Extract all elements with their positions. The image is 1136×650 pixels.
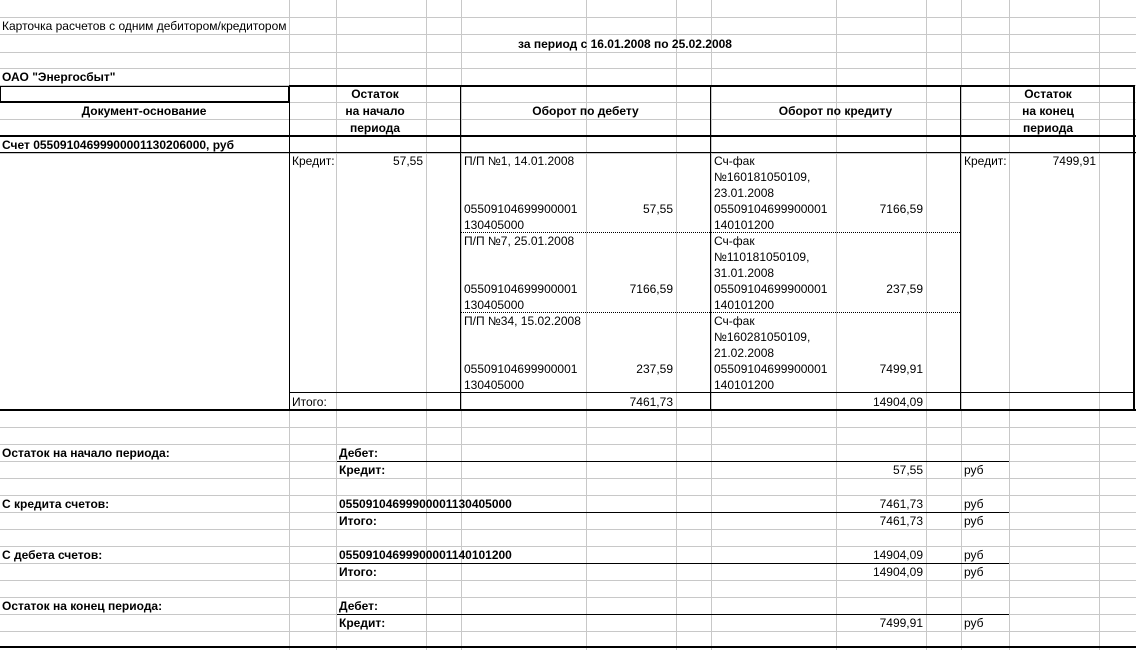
summary-from-debit-value: 14904,09 bbox=[872, 548, 923, 562]
table-rule bbox=[0, 86, 290, 87]
debit-doc: П/П №7, 25.01.2008 bbox=[464, 234, 575, 248]
debit-sum: 7166,59 bbox=[629, 282, 673, 296]
grid-line bbox=[711, 0, 712, 650]
grid-line bbox=[0, 529, 1136, 530]
credit-doc-line1: Сч-фак bbox=[714, 234, 755, 248]
grid-line bbox=[0, 444, 1136, 445]
debit-sum: 237,59 bbox=[636, 362, 673, 376]
header-document: Документ-основание bbox=[81, 104, 207, 118]
grid-line bbox=[0, 597, 1136, 598]
totals-label: Итого: bbox=[292, 395, 327, 409]
grid-line bbox=[0, 52, 1136, 53]
debit-account-line2: 130405000 bbox=[464, 218, 525, 232]
organization-name: ОАО "Энергосбыт" bbox=[2, 70, 116, 84]
summary-closing-title: Остаток на конец периода: bbox=[2, 599, 163, 613]
summary-from-credit-account: 05509104699900001130405000 bbox=[339, 497, 512, 511]
summary-from-debit-account: 05509104699900001140101200 bbox=[339, 548, 512, 562]
summary-opening-title: Остаток на начало периода: bbox=[2, 446, 170, 460]
credit-doc-line3: 31.01.2008 bbox=[714, 266, 775, 280]
debit-doc: П/П №34, 15.02.2008 bbox=[464, 314, 581, 328]
summary-currency: руб bbox=[964, 565, 984, 579]
summary-opening-debit-label: Дебет: bbox=[339, 446, 379, 460]
summary-closing-debit-label: Дебет: bbox=[339, 599, 379, 613]
debit-account-line1: 05509104699900001 bbox=[464, 282, 578, 296]
credit-doc-line3: 21.02.2008 bbox=[714, 346, 775, 360]
grid-line bbox=[0, 478, 1136, 479]
credit-doc-line2: №110181050109, bbox=[714, 250, 810, 264]
credit-account-line1: 05509104699900001 bbox=[714, 282, 828, 296]
closing-credit-value: 7499,91 bbox=[1052, 154, 1096, 168]
header-closing-line1: Остаток bbox=[1024, 87, 1072, 101]
credit-sum: 7166,59 bbox=[879, 202, 923, 216]
credit-account-line1: 05509104699900001 bbox=[714, 362, 828, 376]
header-opening-line3: периода bbox=[349, 121, 401, 135]
summary-currency: руб bbox=[964, 548, 984, 562]
table-rule bbox=[460, 85, 461, 410]
debit-account-line2: 130405000 bbox=[464, 298, 525, 312]
summary-opening-credit-value: 57,55 bbox=[892, 463, 923, 477]
closing-credit-label: Кредит: bbox=[964, 154, 1007, 168]
credit-sum: 7499,91 bbox=[879, 362, 923, 376]
summary-from-credit-title: С кредита счетов: bbox=[2, 497, 110, 511]
summary-opening-credit-label: Кредит: bbox=[339, 463, 386, 477]
grid-line bbox=[0, 68, 1136, 69]
grid-line bbox=[0, 580, 1136, 581]
credit-doc-line1: Сч-фак bbox=[714, 314, 755, 328]
opening-credit-label: Кредит: bbox=[292, 154, 335, 168]
header-credit-turnover: Оборот по кредиту bbox=[778, 104, 893, 118]
summary-from-credit-total-label: Итого: bbox=[339, 514, 377, 528]
debit-account-line1: 05509104699900001 bbox=[464, 202, 578, 216]
summary-currency: руб bbox=[964, 463, 984, 477]
credit-doc-line2: №160281050109, bbox=[714, 330, 811, 344]
grid-line bbox=[0, 34, 1136, 35]
credit-sum: 237,59 bbox=[886, 282, 923, 296]
period-title: за период с 16.01.2008 по 25.02.2008 bbox=[518, 37, 732, 51]
grid-line bbox=[676, 0, 677, 650]
header-debit-turnover: Оборот по дебету bbox=[532, 104, 639, 118]
credit-account-line2: 140101200 bbox=[714, 218, 775, 232]
summary-currency: руб bbox=[964, 497, 984, 511]
header-opening-line2: на начало bbox=[345, 104, 405, 118]
grid-line bbox=[586, 0, 587, 650]
summary-closing-credit-value: 7499,91 bbox=[879, 616, 923, 630]
summary-from-debit-total: 14904,09 bbox=[872, 565, 923, 579]
header-opening-line1: Остаток bbox=[351, 87, 399, 101]
debit-account-line2: 130405000 bbox=[464, 378, 525, 392]
credit-account-line2: 140101200 bbox=[714, 378, 775, 392]
account-line: Счет 05509104699900001130206000, руб bbox=[2, 138, 234, 152]
credit-doc-line2: №160181050109, bbox=[714, 170, 811, 184]
debit-doc: П/П №1, 14.01.2008 bbox=[464, 154, 575, 168]
summary-from-debit-total-label: Итого: bbox=[339, 565, 377, 579]
summary-currency: руб bbox=[964, 616, 984, 630]
grid-line bbox=[0, 631, 1136, 632]
summary-from-debit-title: С дебета счетов: bbox=[2, 548, 103, 562]
summary-closing-credit-label: Кредит: bbox=[339, 616, 386, 630]
header-closing-line2: на конец bbox=[1022, 104, 1074, 118]
debit-account-line1: 05509104699900001 bbox=[464, 362, 578, 376]
summary-from-credit-total: 7461,73 bbox=[879, 514, 923, 528]
table-rule bbox=[0, 86, 1, 102]
header-closing-line3: периода bbox=[1022, 121, 1074, 135]
credit-doc-line3: 23.01.2008 bbox=[714, 186, 775, 200]
table-rule bbox=[710, 85, 711, 410]
grid-line bbox=[0, 427, 1136, 428]
table-rule bbox=[0, 409, 1136, 411]
table-rule bbox=[0, 646, 1136, 648]
table-rule bbox=[290, 392, 1135, 393]
totals-credit: 14904,09 bbox=[872, 395, 923, 409]
credit-account-line2: 140101200 bbox=[714, 298, 775, 312]
summary-currency: руб bbox=[964, 514, 984, 528]
table-rule bbox=[288, 86, 289, 102]
opening-credit-value: 57,55 bbox=[392, 154, 423, 168]
grid-line bbox=[926, 0, 927, 650]
credit-account-line1: 05509104699900001 bbox=[714, 202, 828, 216]
summary-from-credit-value: 7461,73 bbox=[879, 497, 923, 511]
debit-sum: 57,55 bbox=[642, 202, 673, 216]
card-title: Карточка расчетов с одним дебитором/кредитором bbox=[2, 19, 287, 33]
totals-debit: 7461,73 bbox=[629, 395, 673, 409]
credit-doc-line1: Сч-фак bbox=[714, 154, 755, 168]
